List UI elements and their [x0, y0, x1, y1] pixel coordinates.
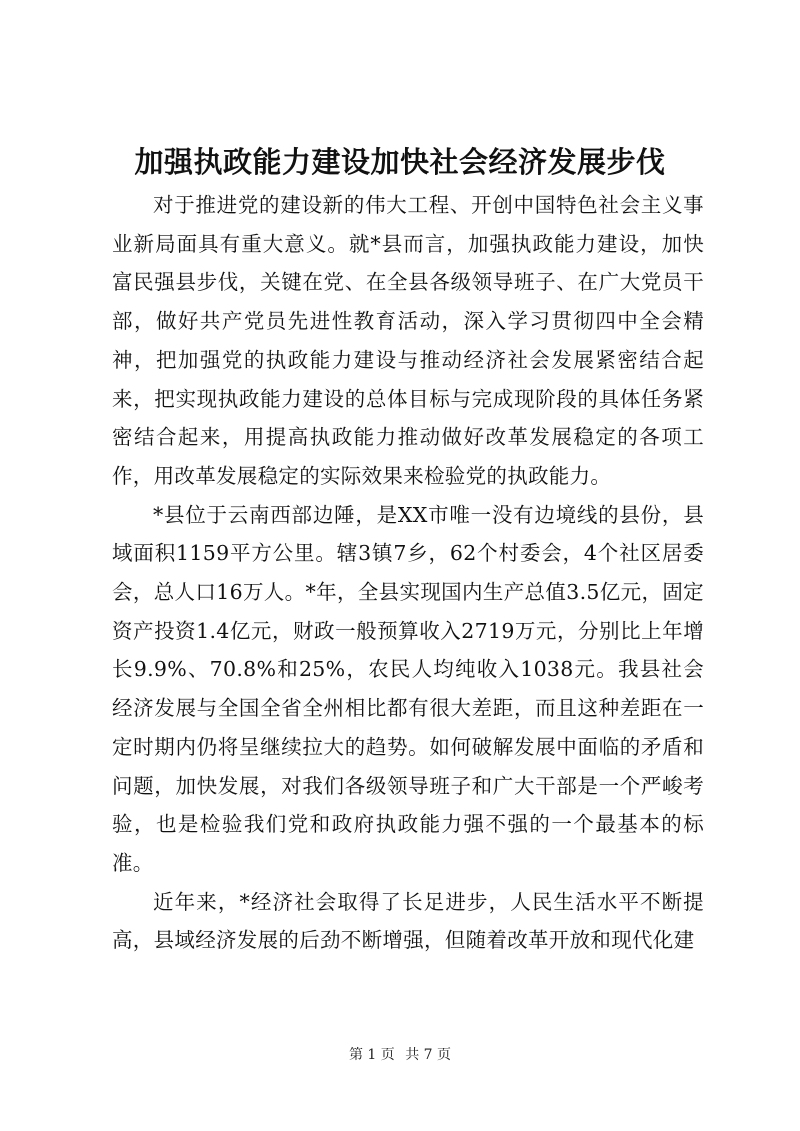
paragraph-3: 近年来，*经济社会取得了长足进步，人民生活水平不断提高，县域经济发展的后劲不断增强，但随着改革开放和现代化建: [112, 889, 704, 953]
page-number: 第 1 页: [348, 1047, 395, 1063]
page-footer: [0, 1045, 800, 1065]
document-body: [112, 186, 704, 960]
paragraph-1: 对于推进党的建设新的伟大工程、开创中国特色社会主义事业新局面具有重大意义。就*县而言，加强执政能力建设，加快富民强县步伐，关键在党、在全县各级领导班子、在广大党员干部，做好共产党员先进性教育活动，深入学习贯彻四中全会精神，把加强党的执政能力建设与推动经济社会发展紧密结合起来，把实现执政能力建设的总体目标与完成现阶段的具体任务紧密结合起来，用提高执政能力推动做好改革发展稳定的各项工作，用改革发展稳定的实际效果来检验党的执政能力。: [112, 193, 704, 488]
paragraph-2: *县位于云南西部边陲，是XX市唯一没有边境线的县份，县域面积1159平方公里。辖3镇7乡，62个村委会，4个社区居委会，总人口16万人。*年，全县实现国内生产总值3.5亿元，固定资产投资1.4亿元，财政一般预算收入2719万元，分别比上年增长9.9%、70.8%和25%，农民人均纯收入1038元。我县社会经济发展与全国全省全州相比都有很大差距，而且这种差距在一定时期内仍将呈继续拉大的趋势。如何破解发展中面临的矛盾和问题，加快发展，对我们各级领导班子和广大干部是一个严峻考验，也是检验我们党和政府执政能力强不强的一个最基本的标准。: [112, 502, 704, 875]
document-title: 加强执政能力建设加快社会经济发展步伐: [134, 145, 666, 179]
page-total: 共 7 页: [405, 1047, 452, 1063]
